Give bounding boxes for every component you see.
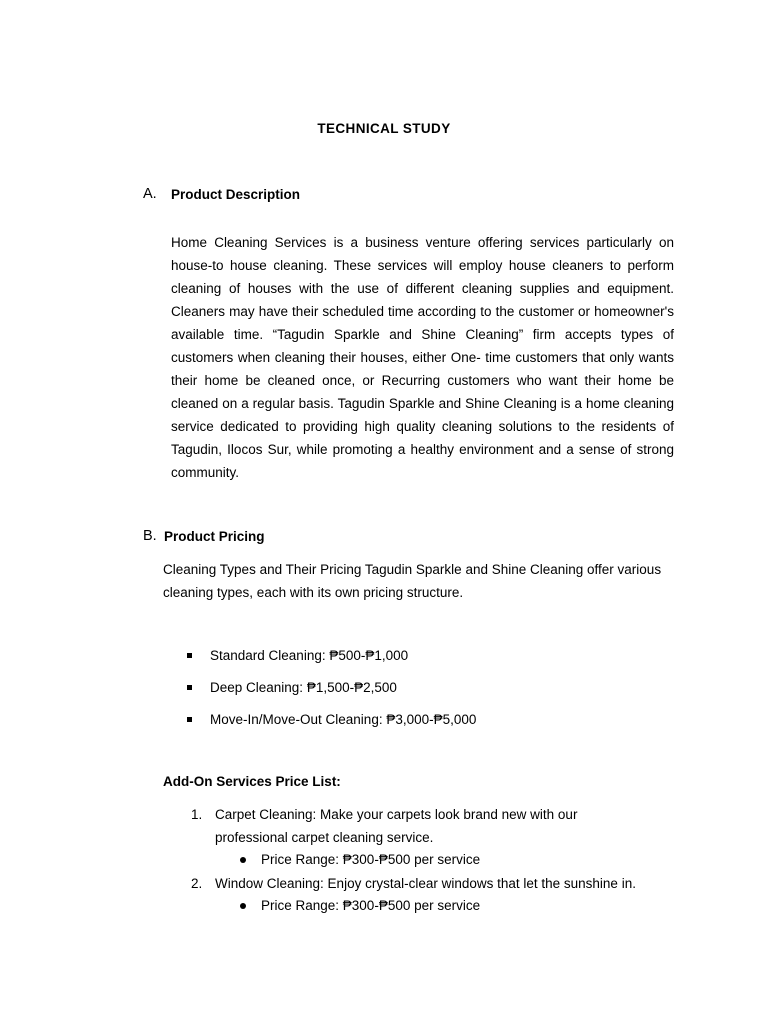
section-b-letter: B. — [143, 528, 157, 544]
addon-number: 2. — [191, 876, 203, 891]
addon-number: 1. — [191, 807, 203, 822]
addon-line: Window Cleaning: Enjoy crystal-clear windows that let the sunshine in. — [215, 876, 636, 891]
round-bullet-icon — [240, 903, 246, 909]
section-a-paragraph: Home Cleaning Services is a business venture offering services particularly on house-to house cleaning. These services will employ house cleaners to perform cleaning of houses with the use of different cleaning supplies and equipment. Cleaners may have their scheduled time according to the customer or homeowner's available time. “Tagudin Sparkle and Shine Cleaning” firm accepts types of customers when cleaning their houses, either One- time customers that only wants their home be cleaned once, or Recurring customers who want their home be cleaned on a regular basis. Tagudin Sparkle and Shine Cleaning is a home cleaning service dedicated to providing high quality cleaning solutions to the residents of Tagudin, Ilocos Sur, while promoting a healthy environment and a sense of strong community. — [171, 235, 674, 480]
addon-line: professional carpet cleaning service. — [215, 830, 434, 845]
section-a-letter: A. — [143, 186, 157, 202]
square-bullet-icon — [187, 653, 192, 658]
document-title: TECHNICAL STUDY — [317, 121, 451, 136]
addon-line: Carpet Cleaning: Make your carpets look brand new with our — [215, 807, 578, 822]
section-b-intro: Cleaning Types and Their Pricing Tagudin Sparkle and Shine Cleaning offer various cleaning types, each with its own pricing structure. — [163, 562, 662, 600]
section-a-heading: Product Description — [171, 187, 301, 202]
list-item: Move-In/Move-Out Cleaning: ₱3,000-₱5,000 — [210, 712, 477, 727]
list-item: Standard Cleaning: ₱500-₱1,000 — [210, 648, 409, 663]
addon-price: Price Range: ₱300-₱500 per service — [261, 898, 481, 913]
square-bullet-icon — [187, 685, 192, 690]
addons-heading: Add-On Services Price List: — [163, 774, 341, 789]
section-b-heading: Product Pricing — [164, 529, 265, 544]
addon-price: Price Range: ₱300-₱500 per service — [261, 852, 481, 867]
round-bullet-icon — [240, 857, 246, 863]
list-item: Deep Cleaning: ₱1,500-₱2,500 — [210, 680, 397, 695]
square-bullet-icon — [187, 717, 192, 722]
